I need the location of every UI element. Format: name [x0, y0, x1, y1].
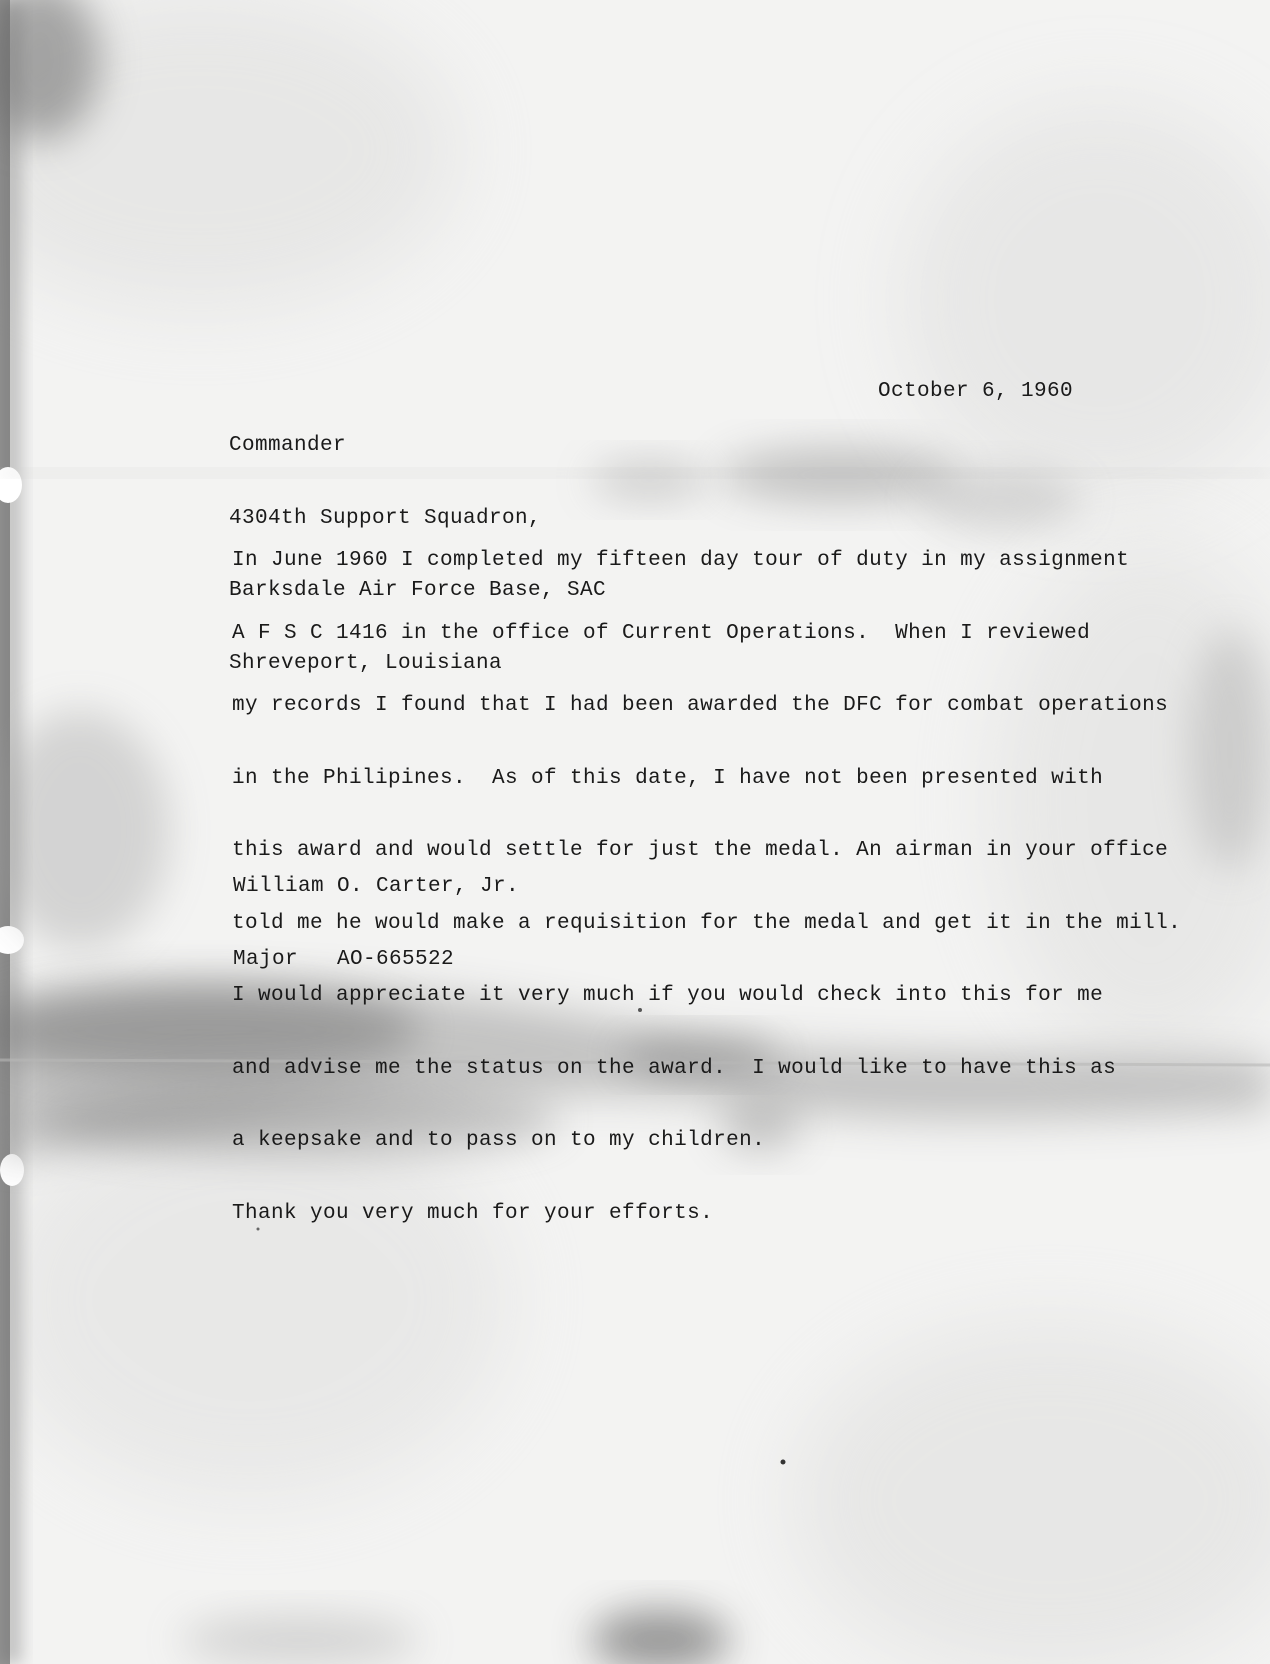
body-line: my records I found that I had been awarded the DFC for combat operations [232, 694, 1169, 717]
address-line: 4304th Support Squadron, [229, 506, 542, 530]
body-line: told me he would make a requisition for the medal and get it in the mill. [232, 911, 1182, 935]
body-line: in the Philipines. As of this date, I have not been presented with [232, 766, 1104, 790]
signature-name: William O. Carter, Jr. [233, 875, 520, 898]
address-line: Barksdale Air Force Base, SAC [229, 579, 607, 602]
body-line: this award and would settle for just the medal. An airman in your office [232, 839, 1169, 862]
body-line: In June 1960 I completed my fifteen day tour of duty in my assignment [232, 549, 1130, 572]
signature-rank: Major AO-665522 [233, 947, 455, 971]
body-line: a keepsake and to pass on to my children. [232, 1129, 766, 1152]
letter-date: October 6, 1960 [878, 380, 1074, 403]
body-line: A F S C 1416 in the office of Current Operations. When I reviewed [232, 621, 1091, 645]
body-line: and advise me the status on the award. I would like to have this as [232, 1056, 1117, 1080]
signature-block [233, 827, 519, 1020]
address-line: Shreveport, Louisiana [229, 651, 503, 675]
body-line: Thank you very much for your efforts. [232, 1201, 714, 1225]
address-line: Commander [229, 434, 347, 457]
body-line: I would appreciate it very much if you would check into this for me [232, 984, 1104, 1007]
